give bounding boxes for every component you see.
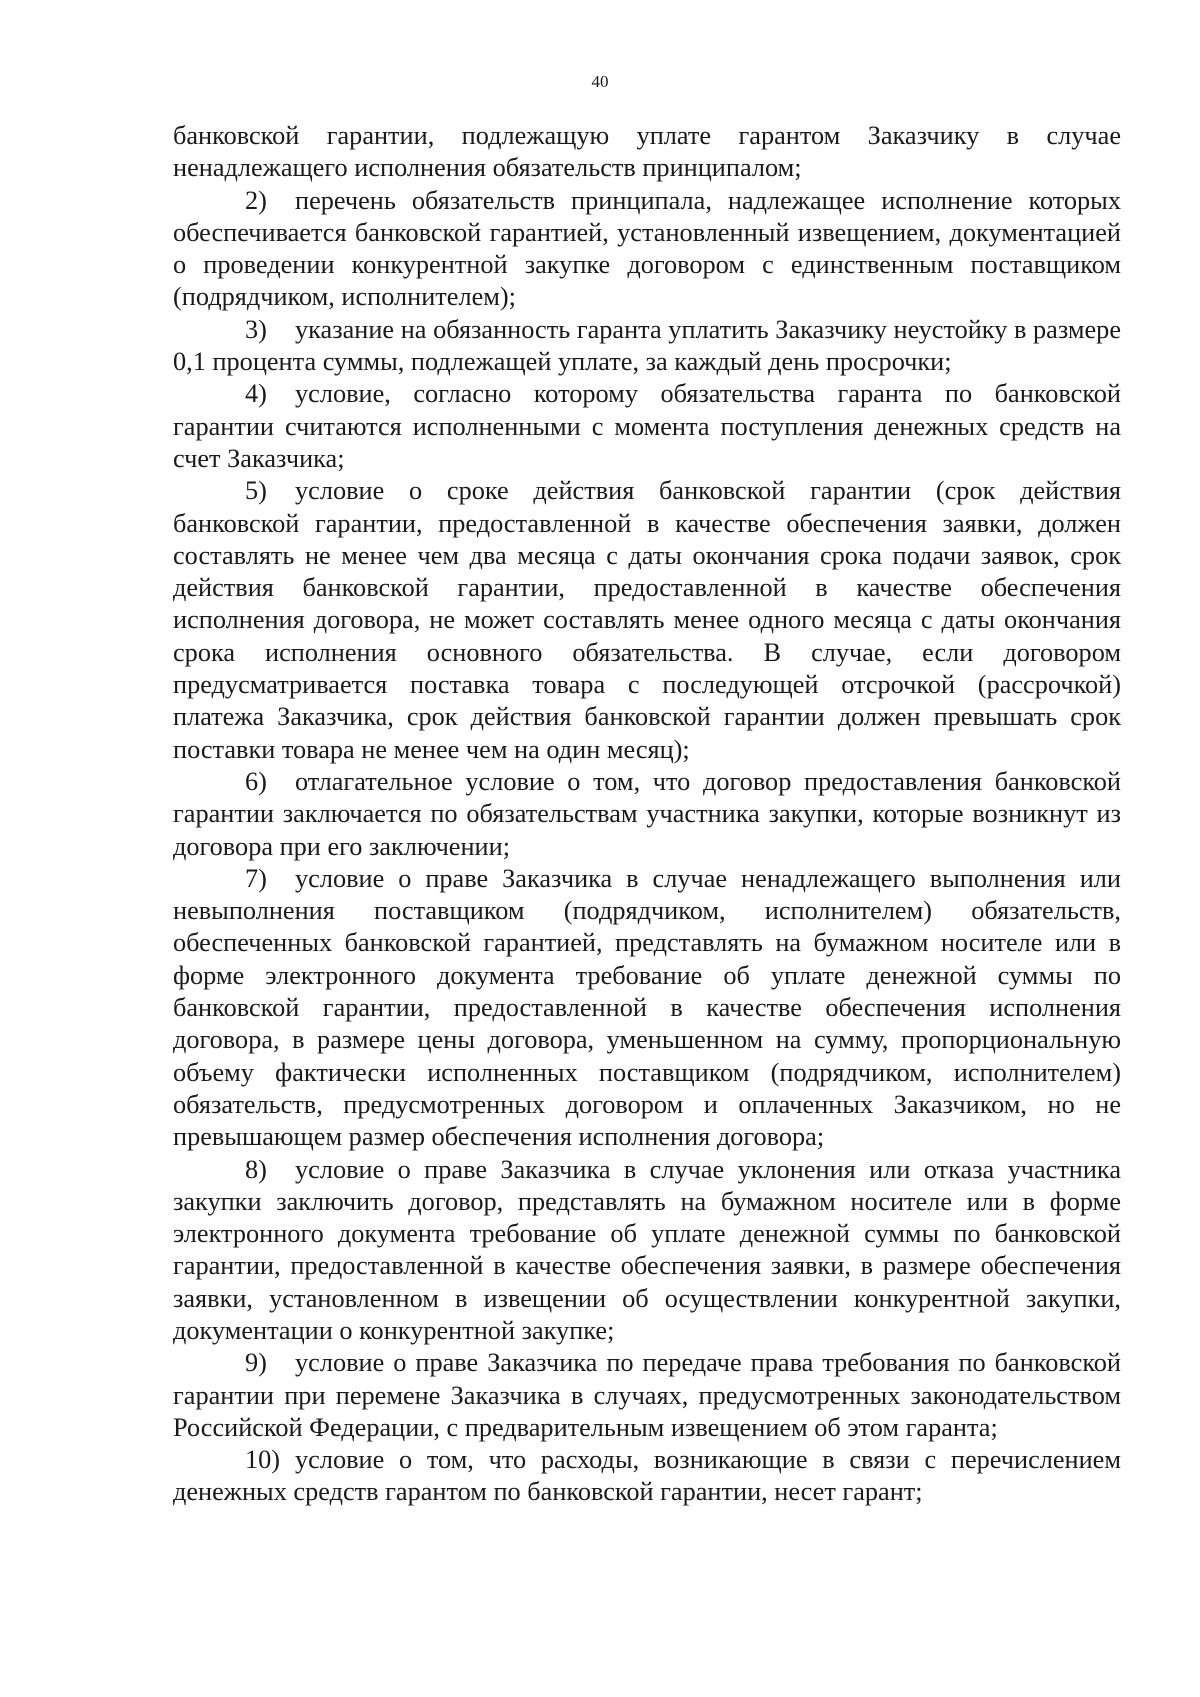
list-item-number: 2) — [245, 185, 267, 215]
list-item-number: 9) — [245, 1348, 267, 1378]
document-body — [173, 120, 1121, 1509]
list-item — [173, 863, 1121, 1154]
list-item-text: указание на обязанность гаранта уплатить Заказчику неустойку в размере 0,1 процента суммы, подлежащей уплате, за каждый день просрочки; — [173, 314, 1121, 377]
list-item — [173, 1444, 1121, 1509]
list-item — [173, 378, 1121, 475]
list-item-text: условие о праве Заказчика в случае уклонения или отказа участника закупки заключить договор, представлять на бумажном носителе или в форме электронного документа требование об уплате денежной суммы по банковской гарантии, предоставленной в качестве обеспечения заявки, в размере обеспечения заявки, установленном в извещении об осуществлении конкурентной закупки, документации о конкурентной закупке; — [173, 1154, 1121, 1345]
list-item — [173, 766, 1121, 863]
list-item-text: условие о праве Заказчика в случае ненадлежащего выполнения или невыполнения поставщиком (подрядчиком, исполнителем) обязательств, обеспеченных банковской гарантией, представлять на бумажном носителе или в форме электронного документа требование об уплате денежной суммы по банковской гарантии, предоставленной в качестве обеспечения исполнения договора, в размере цены договора, уменьшенном на сумму, пропорциональную объему фактически исполненных поставщиком (подрядчиком, исполнителем) обязательств, предусмотренных договором и оплаченных Заказчиком, но не превышающем размер обеспечения исполнения договора; — [173, 863, 1121, 1152]
list-item — [173, 185, 1121, 314]
list-item — [173, 475, 1121, 766]
list-item-number: 3) — [245, 314, 267, 344]
page-number: 40 — [591, 72, 609, 91]
list-item — [173, 314, 1121, 379]
list-item-text: условие, согласно которому обязательства гаранта по банковской гарантии считаются исполненными с момента поступления денежных средств на счет Заказчика; — [173, 379, 1121, 473]
list-item-number: 4) — [245, 379, 267, 409]
list-item-number: 5) — [245, 476, 267, 506]
list-item-number: 7) — [245, 863, 267, 893]
list-item-text: отлагательное условие о том, что договор предоставления банковской гарантии заключается по обязательствам участника закупки, которые возникнут из договора при его заключении; — [173, 766, 1121, 861]
list-item-text: условие о сроке действия банковской гарантии (срок действия банковской гарантии, предоставленной в качестве обеспечения заявки, должен составлять не менее чем два месяца с даты окончания срока подачи заявок, срок действия банковской гарантии, предоставленной в качестве обеспечения исполнения договора, не может составлять менее одного месяца с даты окончания срока исполнения основного обязательства. В случае, если договором предусматривается поставка товара с последующей отсрочкой (рассрочкой) платежа Заказчика, срок действия банковской гарантии должен превышать срок поставки товара не менее чем на один месяц); — [173, 476, 1121, 764]
list-item — [173, 1154, 1121, 1348]
list-item-text: условие о праве Заказчика по передаче права требования по банковской гарантии при перемене Заказчика в случаях, предусмотренных законодательством Российской Федерации, с предварительным извещением об этом гаранта; — [173, 1348, 1121, 1442]
list-item-number: 8) — [245, 1154, 267, 1184]
list-item-number: 10) — [245, 1445, 281, 1475]
list-item-text: условие о том, что расходы, возникающие в связи с перечислением денежных средств гарантом по банковской гарантии, несет гарант; — [173, 1445, 1121, 1507]
list-item-number: 6) — [245, 766, 267, 796]
numbered-list — [173, 185, 1121, 1509]
list-item — [173, 1347, 1121, 1444]
list-item-text: перечень обязательств принципала, надлежащее исполнение которых обеспечивается банковской гарантией, установленный извещением, документацией о проведении конкурентной закупке договором с единственным поставщиком (подрядчиком, исполнителем); — [173, 185, 1121, 312]
continuation-paragraph: банковской гарантии, подлежащую уплате гарантом Заказчику в случае ненадлежащего исполнения обязательств принципалом; — [173, 121, 1121, 183]
